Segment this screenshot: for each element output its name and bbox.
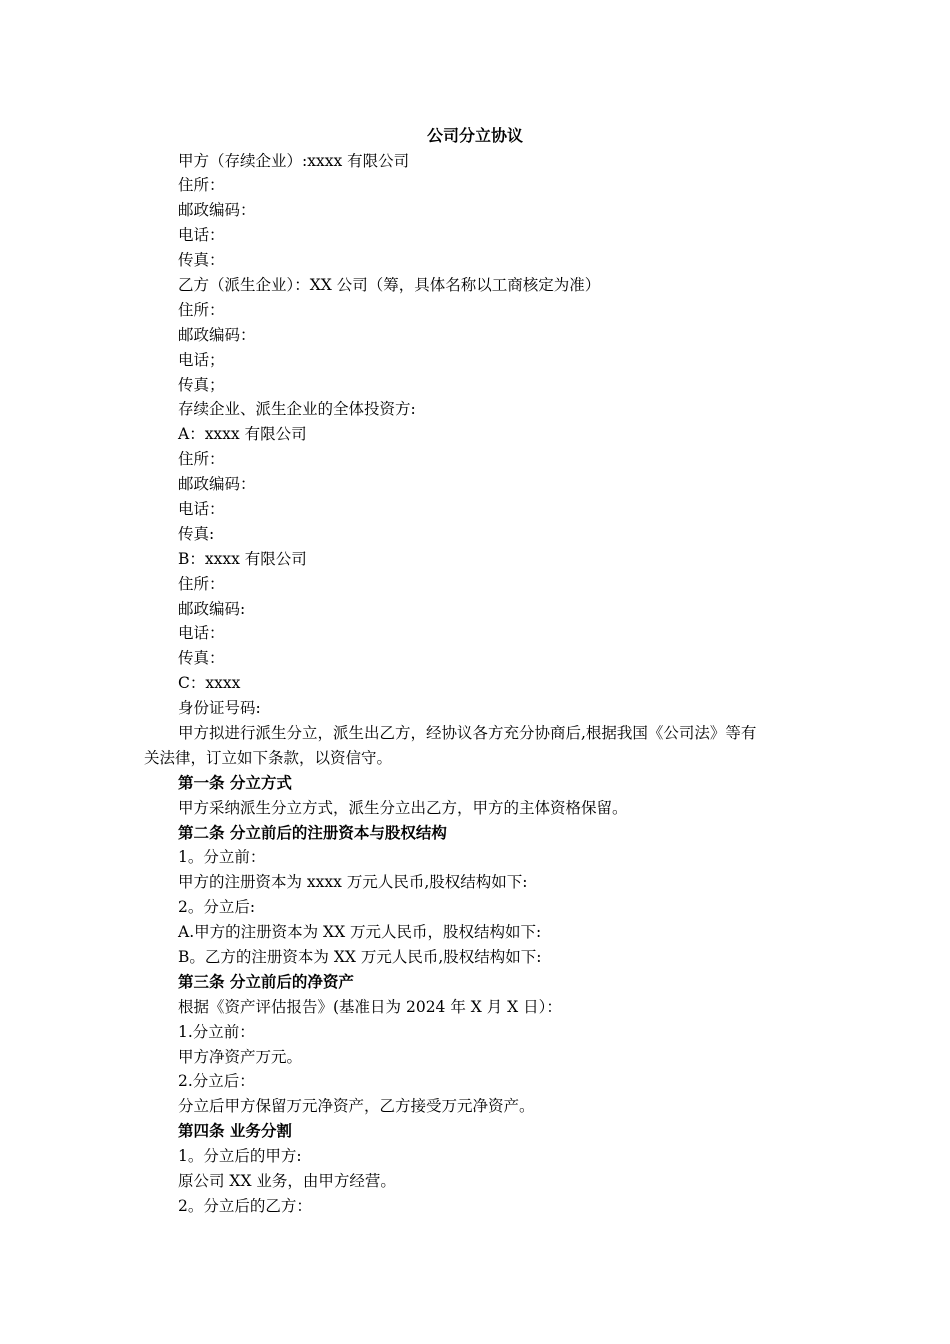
paragraph-line: C：xxxx [178,674,241,693]
paragraph-line: 身份证号码: [178,699,261,718]
paragraph-line: 住所： [178,176,225,195]
paragraph-line: 传真： [178,251,225,270]
paragraph-line: 2.分立后： [178,1072,255,1091]
paragraph-line: 甲方（存续企业）:xxxx 有限公司 [178,151,410,170]
section-heading: 第四条 业务分割 [178,1121,292,1141]
document-body [144,149,812,1219]
paragraph-line: A：xxxx 有限公司 [178,425,307,444]
paragraph-line: 1。分立后的甲方: [178,1147,302,1166]
paragraph-line: 甲方拟进行派生分立，派生出乙方，经协议各方充分协商后,根据我国《公司法》等有 [178,723,757,742]
paragraph-line: 传真： [178,649,225,668]
paragraph-line: 甲方净资产万元。 [178,1047,303,1066]
paragraph-line: 甲方采纳派生分立方式，派生分立出乙方，甲方的主体资格保留。 [178,798,628,817]
paragraph-line: 邮政编码: [178,599,246,618]
paragraph-line: 住所： [178,450,225,469]
paragraph-line: 电话： [178,624,225,643]
paragraph-line: 住所： [178,300,225,319]
paragraph-line: B。乙方的注册资本为 XX 万元人民币,股权结构如下: [178,948,542,966]
paragraph-line: 分立后甲方保留万元净资产，乙方接受万元净资产。 [178,1097,535,1116]
paragraph-line: 传真； [178,375,225,394]
paragraph-line: 电话： [178,226,225,245]
paragraph-line: A.甲方的注册资本为 XX 万元人民币，股权结构如下: [178,923,542,942]
paragraph-line: 甲方的注册资本为 xxxx 万元人民币,股权结构如下: [178,873,528,892]
paragraph-line: 2。分立后: [178,898,256,917]
paragraph-line: 关法律，订立如下条款，以资信守。 [144,748,393,767]
paragraph-line: 存续企业、派生企业的全体投资方: [178,400,416,419]
paragraph-line: 电话： [178,499,225,518]
paragraph-line: 1。分立前： [178,848,266,867]
paragraph-line: 根据《资产评估报告》(基准日为 2024 年 X 月 X 日）： [178,997,562,1016]
paragraph-line: 2。分立后的乙方： [178,1196,312,1215]
paragraph-line: 传真: [178,524,215,543]
section-heading: 第三条 分立前后的净资产 [178,971,354,991]
paragraph-line: 邮政编码： [178,475,256,494]
paragraph-line: 乙方（派生企业）：XX 公司（筹，具体名称以工商核定为准） [178,275,601,294]
paragraph-line: 邮政编码： [178,325,256,344]
paragraph-line: 1.分立前： [178,1022,255,1041]
section-heading: 第一条 分立方式 [178,772,292,792]
paragraph-line: 原公司 XX 业务，由甲方经营。 [178,1172,396,1191]
paragraph-line: B：xxxx 有限公司 [178,549,307,568]
paragraph-line: 住所： [178,574,225,593]
document-title: 公司分立协议 [426,126,523,145]
section-heading: 第二条 分立前后的注册资本与股权结构 [178,822,447,842]
paragraph-line: 电话； [178,350,225,369]
paragraph-line: 邮政编码： [178,201,256,220]
